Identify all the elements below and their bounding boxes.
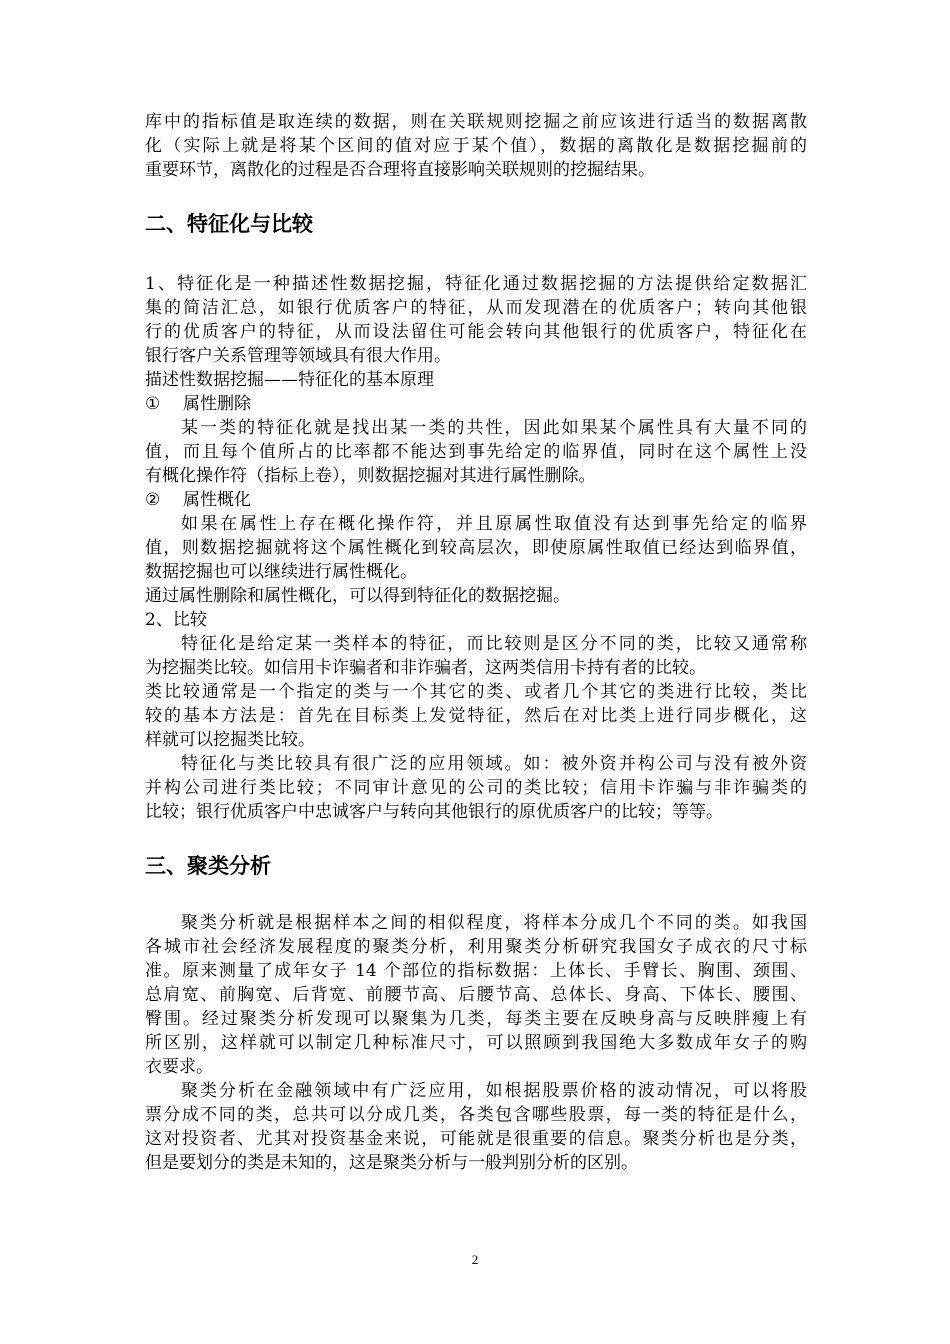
intro-paragraph: [145, 110, 807, 182]
comparison-paragraph-2: [145, 680, 807, 752]
text-line: 臀围。经过聚类分析发现可以聚集为几类，每类主要在反映身高与反映胖瘦上有: [145, 1009, 807, 1029]
text-line: 票分成不同的类，总共可以分成几类，各类包含哪些股票，每一类的特征是什么，: [145, 1105, 807, 1125]
list-marker: ①: [145, 394, 161, 414]
section-heading-characterization: 二、特征化与比较: [145, 212, 313, 236]
comparison-paragraph-3: [145, 752, 807, 824]
clustering-paragraph-1: [145, 911, 807, 1079]
text-line: 值，而且每个值所占的比率都不能达到事先给定的临界值，同时在这个属性上没: [145, 442, 807, 462]
text-line: 有概化操作符（指标上卷），则数据挖掘对其进行属性删除。: [145, 466, 596, 486]
text-line: 衣要求。: [145, 1057, 213, 1077]
text-line: 类比较通常是一个指定的类与一个其它的类、或者几个其它的类进行比较，类比: [145, 682, 807, 702]
text-line: 库中的指标值是取连续的数据，则在关联规则挖掘之前应该进行适当的数据离散: [145, 112, 807, 132]
text-line: 特征化是给定某一类样本的特征，而比较则是区分不同的类，比较又通常称: [181, 634, 807, 654]
principle-title: 描述性数据挖掘——特征化的基本原理: [145, 370, 434, 390]
text-line: 1、特征化是一种描述性数据挖掘，特征化通过数据挖掘的方法提供给定数据汇: [145, 274, 807, 294]
text-line: 特征化与类比较具有很广泛的应用领域。如：被外资并构公司与没有被外资: [181, 754, 807, 774]
text-line: 集的简洁汇总，如银行优质客户的特征，从而发现潜在的优质客户；转向其他银: [145, 298, 807, 318]
text-line: 样就可以挖掘类比较。: [145, 730, 315, 750]
attribute-generalization-paragraph: [145, 512, 807, 584]
text-line: 行的优质客户的特征，从而设法留住可能会转向其他银行的优质客户，特征化在: [145, 322, 807, 342]
text-line: 重要环节，离散化的过程是否合理将直接影响关联规则的挖掘结果。: [145, 160, 655, 180]
list-item-attribute-generalization: [145, 488, 807, 512]
attribute-removal-paragraph: [145, 416, 807, 488]
text-line: 总肩宽、前胸宽、后背宽、前腰节高、后腰节高、总体长、身高、下体长、腰围、: [145, 985, 807, 1005]
comparison-paragraph-1: [145, 632, 807, 680]
list-item-attribute-removal: [145, 392, 807, 416]
text-line: 某一类的特征化就是找出某一类的共性，因此如果某个属性具有大量不同的: [181, 418, 807, 438]
section-heading-clustering: 三、聚类分析: [145, 854, 271, 878]
text-line: 这对投资者、尤其对投资基金来说，可能就是很重要的信息。聚类分析也是分类，: [145, 1129, 807, 1149]
text-line: 所区别，这样就可以制定几种标准尺寸，可以照顾到我国绝大多数成年女子的购: [145, 1033, 807, 1053]
list-label: 属性删除: [183, 394, 251, 414]
text-line: 聚类分析就是根据样本之间的相似程度，将样本分成几个不同的类。如我国: [181, 913, 807, 933]
text-line: 聚类分析在金融领域中有广泛应用，如根据股票价格的波动情况，可以将股: [181, 1081, 807, 1101]
summary-line: 通过属性删除和属性概化，可以得到特征化的数据挖掘。: [145, 586, 570, 606]
text-line: 为挖掘类比较。如信用卡诈骗者和非诈骗者，这两类信用卡持有者的比较。: [145, 658, 706, 678]
comparison-title: 2、比较: [145, 610, 207, 630]
page-number: 2: [471, 1252, 479, 1267]
text-line: 并构公司进行类比较；不同审计意见的公司的类比较；信用卡诈骗与非诈骗类的: [145, 778, 807, 798]
text-line: 但是要划分的类是未知的，这是聚类分析与一般判别分析的区别。: [145, 1153, 638, 1173]
text-line: 银行客户关系管理等领域具有很大作用。: [145, 346, 451, 366]
text-line: 准。原来测量了成年女子 14 个部位的指标数据：上体长、手臂长、胸围、颈围、: [145, 961, 807, 981]
text-line: 比较；银行优质客户中忠诚客户与转向其他银行的原优质客户的比较；等等。: [145, 802, 723, 822]
document-body: [145, 110, 807, 1175]
text-line: 化（实际上就是将某个区间的值对应于某个值），数据的离散化是数据挖掘前的: [145, 136, 807, 156]
text-line: 如果在属性上存在概化操作符，并且原属性取值没有达到事先给定的临界: [181, 514, 807, 534]
text-line: 数据挖掘也可以继续进行属性概化。: [145, 562, 417, 582]
list-label: 属性概化: [183, 490, 251, 510]
text-line: 各城市社会经济发展程度的聚类分析，利用聚类分析研究我国女子成衣的尺寸标: [145, 937, 807, 957]
list-marker: ②: [145, 490, 161, 510]
text-line: 值，则数据挖掘就将这个属性概化到较高层次，即使原属性取值已经达到临界值，: [145, 538, 807, 558]
clustering-paragraph-2: [145, 1079, 807, 1175]
characterization-paragraph: [145, 272, 807, 368]
text-line: 较的基本方法是：首先在目标类上发觉特征，然后在对比类上进行同步概化，这: [145, 706, 807, 726]
